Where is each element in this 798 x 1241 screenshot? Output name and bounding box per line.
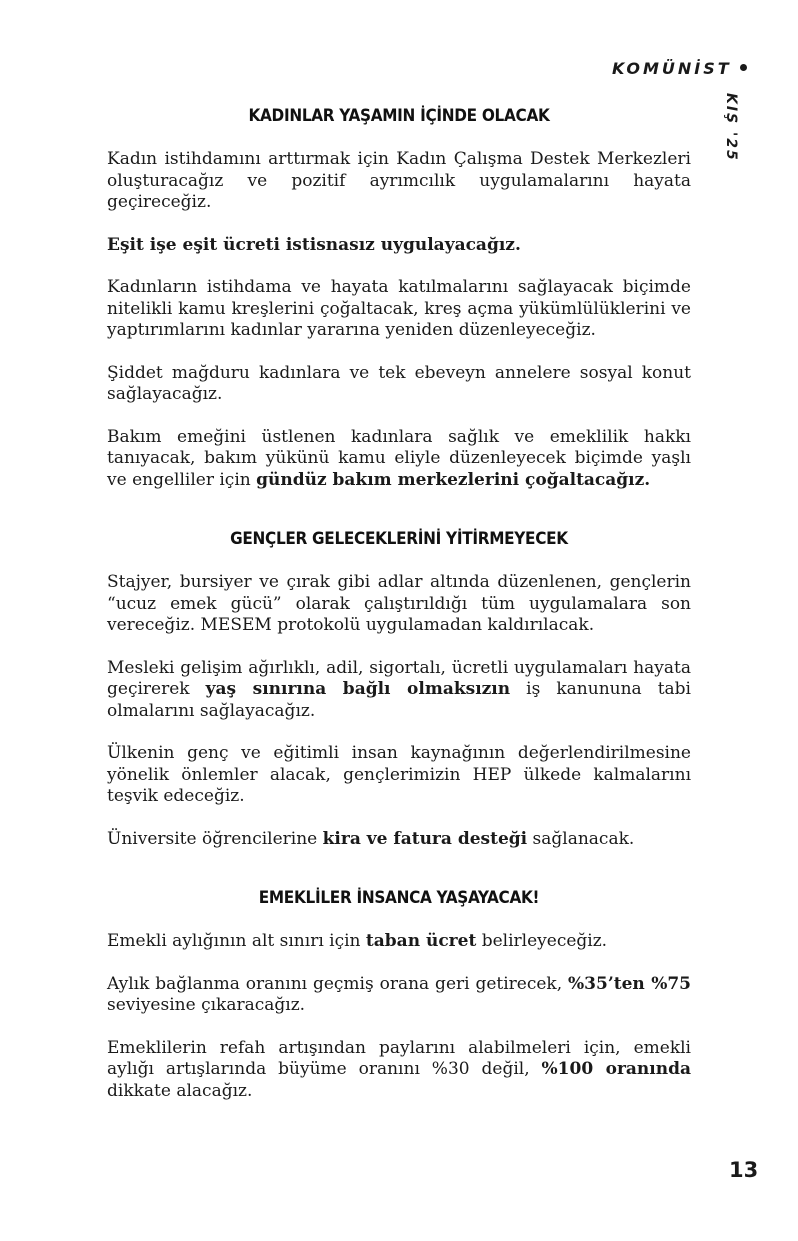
text-run: Emeklilerin refah artışından paylarını alabilmeleri için, emekli aylığı artışlarında büyüme oranını %30 değil, xyxy=(107,1037,691,1079)
bold-text-run: yaş sınırına bağlı olmaksızın xyxy=(205,679,511,699)
bold-text-run: taban ücret xyxy=(365,931,477,951)
text-run: Aylık bağlanma oranını geçmiş orana geri getirecek, xyxy=(107,973,569,994)
magazine-name: KOMÜNİST xyxy=(612,59,732,78)
paragraph xyxy=(107,931,691,953)
text-run: belirleyeceğiz. xyxy=(476,931,608,951)
paragraph xyxy=(107,149,691,214)
bold-text-run: kira ve fatura desteği xyxy=(322,828,528,849)
text-run: Bakım emeğini üstlenen kadınlara sağlık ve emeklilik hakkı tanıyacak, bakım yükünü kamu eliyle düzenleyecek biçimde yaşlı ve engelliler için xyxy=(107,426,691,490)
bold-text-run: gündüz bakım merkezlerini çoğaltacağız. xyxy=(256,469,651,490)
section-heading: EMEKLİLER İNSANCA YAŞAYACAK! xyxy=(258,888,540,908)
paragraph xyxy=(107,427,691,492)
bold-text-run: Eşit işe eşit ücreti istisnasız uygulayacağız. xyxy=(107,234,521,255)
paragraph xyxy=(107,277,691,342)
text-run: sağlanacak. xyxy=(527,828,635,849)
text-run: Stajyer, bursiyer ve çırak gibi adlar altında düzenlenen, gençlerin “ucuz emek gücü” olarak çalıştırıldığı tüm uygulamalara son vereceğiz. MESEM protokolü uygulamadan kaldırılacak. xyxy=(107,572,691,635)
article-body xyxy=(107,106,691,1102)
text-run: Kadınların istihdama ve hayata katılmalarını sağlayacak biçimde nitelikli kamu kreşlerini çoğaltacak, kreş açma yükümlülüklerini ve yaptırımlarını kadınlar yararına yeniden düzenleyeceğiz. xyxy=(107,277,691,340)
paragraph xyxy=(107,658,691,723)
issue-label: KIŞ '25 xyxy=(723,93,739,162)
text-run: iş kanununa tabi olmalarını sağlayacağız. xyxy=(107,679,691,721)
text-run: Mesleki gelişim ağırlıklı, adil, sigortalı, ücretli uygulamaları hayata geçirerek xyxy=(107,657,691,699)
bold-text-run: %35’ten %75 xyxy=(568,973,691,994)
bullet-dot-icon xyxy=(740,64,747,71)
text-run: Üniversite öğrencilerine xyxy=(107,828,323,849)
paragraph xyxy=(107,572,691,637)
section-heading: KADINLAR YAŞAMIN İÇİNDE OLACAK xyxy=(248,106,550,126)
text-run: Ülkenin genç ve eğitimli insan kaynağının değerlendirilmesine yönelik önlemler alacak, gençlerimizin HEP ülkede kalmalarını teşvik edeceğiz. xyxy=(107,743,691,806)
magazine-masthead xyxy=(612,59,747,78)
paragraph xyxy=(107,1038,691,1103)
paragraph xyxy=(107,363,691,406)
page-number: 13 xyxy=(729,1158,759,1182)
text-run: dikkate alacağız. xyxy=(107,1080,253,1101)
paragraph xyxy=(107,974,691,1017)
section-heading: GENÇLER GELECEKLERİNİ YİTİRMEYECEK xyxy=(230,529,568,549)
text-run: Emekli aylığının alt sınırı için xyxy=(107,931,366,951)
text-run: Kadın istihdamını arttırmak için Kadın Çalışma Destek Merkezleri oluşturacağız ve pozitif ayrımcılık uygulamalarını hayata geçireceğiz. xyxy=(107,149,691,212)
text-run: seviyesine çıkaracağız. xyxy=(107,995,306,1015)
bold-text-run: %100 oranında xyxy=(541,1059,691,1079)
text-run: Şiddet mağduru kadınlara ve tek ebeveyn annelere sosyal konut sağlayacağız. xyxy=(107,362,691,404)
paragraph xyxy=(107,829,691,851)
paragraph xyxy=(107,743,691,808)
paragraph xyxy=(107,235,691,257)
